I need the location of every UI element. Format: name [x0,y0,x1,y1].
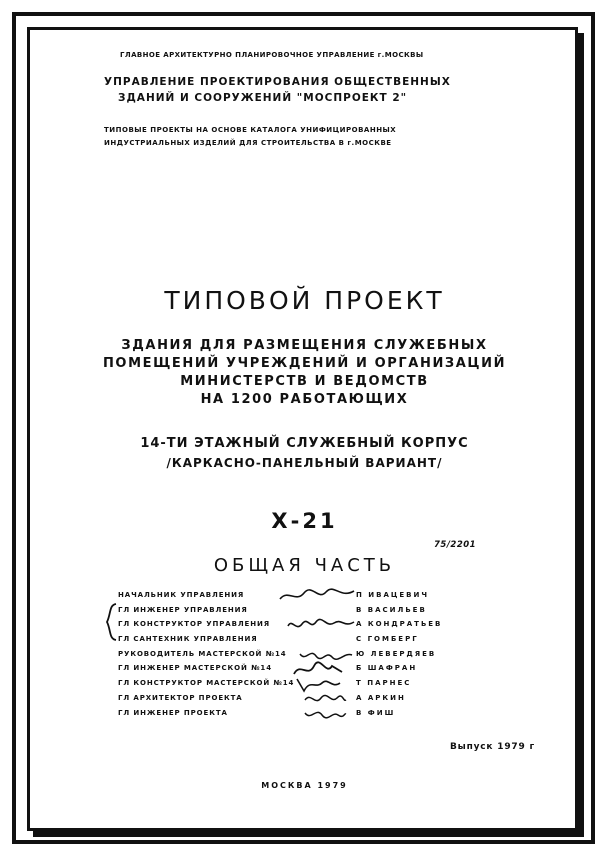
staff-role: ГЛ ИНЖЕНЕР МАСТЕРСКОЙ №14 [118,664,272,673]
project-code: Х-21 [271,509,338,533]
signature-icon [278,587,358,605]
dept-line-1: УПРАВЛЕНИЕ ПРОЕКТИРОВАНИЯ ОБЩЕСТВЕННЫХ [104,76,451,88]
city-year: МОСКВА 1979 [261,781,348,790]
subtitle-line-2: ПОМЕЩЕНИЙ УЧРЕЖДЕНИЙ И ОРГАНИЗАЦИЙ [102,356,507,371]
signature-icon [302,705,348,723]
staff-row [118,620,478,635]
project-number: 75/2201 [434,540,477,550]
building-type-line: 14-ТИ ЭТАЖНЫЙ СЛУЖЕБНЫЙ КОРПУС [140,436,469,451]
staff-name: В ФИШ [356,708,396,717]
signature-icon [286,616,356,634]
building-variant-line: /КАРКАСНО-ПАНЕЛЬНЫЙ ВАРИАНТ/ [166,456,443,470]
subtitle-line-1: ЗДАНИЯ ДЛЯ РАЗМЕЩЕНИЯ СЛУЖЕБНЫХ [121,338,488,353]
staff-row [118,591,478,606]
org-line: ГЛАВНОЕ АРХИТЕКТУРНО ПЛАНИРОВОЧНОЕ УПРАВЛЕНИЕ г.МОСКВЫ [120,51,424,59]
staff-role: НАЧАЛЬНИК УПРАВЛЕНИЯ [118,591,245,599]
staff-name: В ВАСИЛЬЕВ [356,605,427,614]
issue-label: Выпуск 1979 г [450,742,535,752]
staff-role: РУКОВОДИТЕЛЬ МАСТЕРСКОЙ №14 [118,649,287,658]
staff-role: ГЛ САНТЕХНИК УПРАВЛЕНИЯ [118,635,258,644]
staff-role: ГЛ АРХИТЕКТОР ПРОЕКТА [118,693,243,702]
staff-name: Т ПАРНЕС [356,679,412,688]
staff-role: ГЛ КОНСТРУКТОР УПРАВЛЕНИЯ [118,620,271,629]
document-title: ТИПОВОЙ ПРОЕКТ [164,286,445,315]
staff-role: ГЛ ИНЖЕНЕР УПРАВЛЕНИЯ [118,605,248,614]
staff-name: Ю ЛЕВЕРДЯЕВ [356,649,437,658]
staff-name: А АРКИН [356,693,406,702]
staff-name: Б ШАФРАН [356,664,418,673]
staff-row [118,694,478,709]
staff-row [118,679,478,694]
staff-name: П ИВАЦЕВИЧ [356,591,430,599]
staff-role: ГЛ ИНЖЕНЕР ПРОЕКТА [118,708,228,717]
dept-line-2: ЗДАНИЙ И СООРУЖЕНИЙ "МОСПРОЕКТ 2" [118,92,408,104]
subtitle-line-3: МИНИСТЕРСТВ И ВЕДОМСТВ [180,374,429,389]
staff-name: С ГОМБЕРГ [356,635,419,644]
left-brace-icon [104,602,118,642]
signatures-table [118,591,478,723]
staff-name: А КОНДРАТЬЕВ [356,620,443,629]
series-line-2: ИНДУСТРИАЛЬНЫХ ИЗДЕЛИЙ ДЛЯ СТРОИТЕЛЬСТВА В г.МОСКВЕ [104,139,392,147]
subtitle-line-4: НА 1200 РАБОТАЮЩИХ [200,392,409,407]
staff-role: ГЛ КОНСТРУКТОР МАСТЕРСКОЙ №14 [118,679,295,688]
staff-row [118,709,478,724]
part-title: ОБЩАЯ ЧАСТЬ [213,555,396,576]
series-line-1: ТИПОВЫЕ ПРОЕКТЫ НА ОСНОВЕ КАТАЛОГА УНИФИЦИРОВАННЫХ [104,126,397,134]
